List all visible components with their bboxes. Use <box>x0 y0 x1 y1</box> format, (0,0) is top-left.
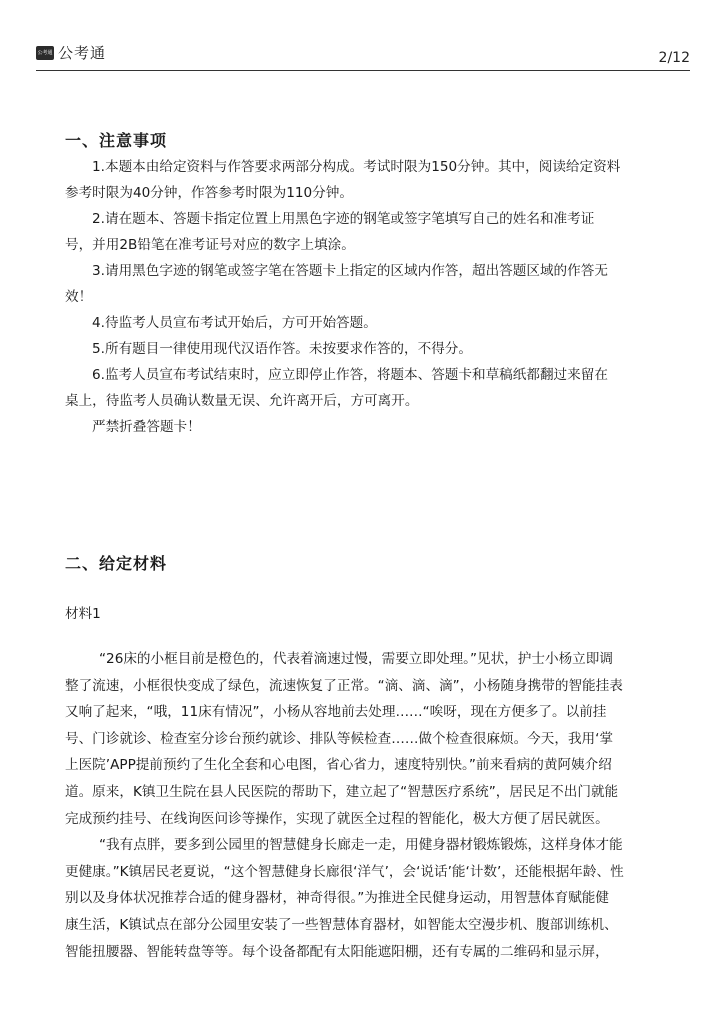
material-line: 道。原来，K镇卫生院在县人民医院的帮助下，建立起了“智慧医疗系统”，居民足不出门就能 <box>65 783 619 800</box>
brand-name: 公考通 <box>58 44 107 62</box>
material-line: 又响了起来，“哦，11床有情况”，小杨从容地前去处理……“唉呀，现在方便多了。以前挂 <box>65 704 607 721</box>
note-line: 6.监考人员宣布考试结束时，应立即停止作答，将题本、答题卡和草稿纸都翻过来留在 <box>92 367 608 383</box>
note-line: 2.请在题本、答题卡指定位置上用黑色字迹的钢笔或签字笔填写自己的姓名和准考证 <box>92 211 595 227</box>
header-divider <box>36 70 690 71</box>
note-line: 3.请用黑色字迹的钢笔或签字笔在答题卡上指定的区域内作答，超出答题区域的作答无 <box>92 263 608 279</box>
material-line: 号、门诊就诊、检查室分诊台预约就诊、排队等候检查……做个检查很麻烦。今天，我用‘掌 <box>65 730 614 747</box>
material-line: “26床的小框目前是橙色的，代表着滴速过慢，需要立即处理。”见状，护士小杨立即调 <box>99 651 613 667</box>
notes-body <box>65 154 665 440</box>
material-line: 康生活，K镇试点在部分公园里安装了一些智慧体育器材，如智能太空漫步机、腹部训练机、 <box>65 916 618 933</box>
note-line: 4.待监考人员宣布考试开始后，方可开始答题。 <box>92 315 377 331</box>
note-line: 1.本题本由给定资料与作答要求两部分构成。考试时限为150分钟。其中，阅读给定资料 <box>92 159 621 175</box>
material-line: 上医院’APP提前预约了生化全套和心电图，省心省力，速度特别快。”前来看病的黄阿姨介绍 <box>65 757 612 774</box>
material-label: 材料1 <box>65 606 101 622</box>
material-line: 智能扭腰器、智能转盘等等。每个设备都配有太阳能遮阳棚，还有专属的二维码和显示屏， <box>65 943 609 960</box>
page-number: 2/12 <box>658 50 690 66</box>
note-line: 桌上，待监考人员确认数量无误、允许离开后，方可离开。 <box>65 393 419 409</box>
material-line: 更健康。”K镇居民老夏说，“这个智慧健身长廊很‘洋气’，会‘说话’能‘计数’，还能根据年龄、性 <box>65 863 624 880</box>
note-line: 5.所有题目一律使用现代汉语作答。未按要求作答的，不得分。 <box>92 341 472 357</box>
note-line: 效！ <box>65 289 93 305</box>
section-heading-notes: 一、注意事项 <box>65 131 168 150</box>
material-body <box>65 646 665 965</box>
page-header <box>36 44 690 70</box>
material-line: 完成预约挂号、在线询医问诊等操作，实现了就医全过程的智能化，极大方便了居民就医。 <box>65 810 609 827</box>
logo-icon: 公考通 <box>36 46 54 60</box>
material-line: 别以及身体状况推荐合适的健身器材，神奇得很。”为推进全民健身运动，用智慧体育赋能健 <box>65 890 609 907</box>
note-line: 号，并用2B铅笔在准考证号对应的数字上填涂。 <box>65 237 355 253</box>
note-line: 参考时限为40分钟，作答参考时限为110分钟。 <box>65 185 353 201</box>
note-line: 严禁折叠答题卡！ <box>92 419 201 435</box>
section-heading-materials: 二、给定材料 <box>65 554 168 573</box>
material-line: 整了流速，小框很快变成了绿色，流速恢复了正常。“滴、滴、滴”，小杨随身携带的智能挂表 <box>65 677 623 694</box>
material-line: “我有点胖，要多到公园里的智慧健身长廊走一走，用健身器材锻炼锻炼，这样身体才能 <box>99 837 623 854</box>
